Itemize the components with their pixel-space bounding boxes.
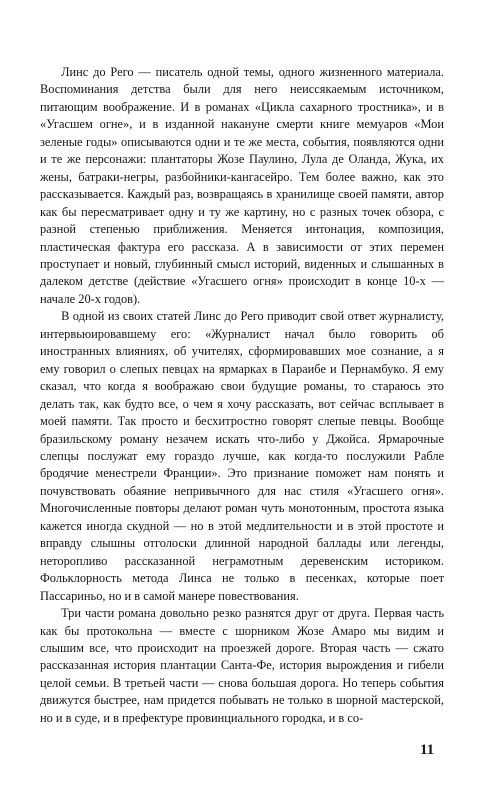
page-number: 11 (420, 742, 435, 758)
paragraph: Линс до Рего — писатель одной темы, одного жизненного материала. Воспоминания детства были для него неиссякаемым источником, питающим воображение. И в романах «Цикла сахарного тростника», и в «Угасшем огне», и в изданной накануне смерти книге мемуаров «Мои зеленые годы» описываются одни и те же места, события, появляются одни и те же персонажи: плантаторы Жозе Паулино, Лула де Оланда, Жука, их жены, батраки-негры, разбойники-кангасейро. Тем более важно, как это рассказывается. Каждый раз, возвращаясь в хранилище своей памяти, автор как бы пересматривает одну и ту же картину, но с разных точек обзора, с разной степенью приближения. Меняется интонация, композиция, пластическая фактура его рассказа. А в зависимости от этих перемен проступает и новый, глубинный смысл историй, виденных и слышанных в далеком детстве (действие «Угасшего огня» происходит в конце 10-х — начале 20-х годов). (40, 65, 444, 306)
paragraph: Три части романа довольно резко разнятся друг от друга. Первая часть как бы протокольна — вместе с шорником Жозе Амаро мы видим и слышим все, что происходит на проезжей дороге. Вторая часть — сжато рассказанная история плантации Санта-Фе, история вырождения и гибели целой семьи. В третьей части — снова большая дорога. Но теперь события движутся быстрее, нам придется побывать не только в шорной мастерской, но и в суде, и в префектуре провинциального городка, и в со- (40, 606, 444, 725)
paragraph: В одной из своих статей Линс до Рего приводит свой ответ журналисту, интервьюировавшему его: «Журналист начал было говорить об иностранных влияниях, об учителях, сформировавших мое сознание, а я ему говорил о слепых певцах на ярмарках в Параибе и Пернамбуко. Я ему сказал, что когда я воображаю свои будущие романы, то стараюсь это делать так, как будто все, о чем я хочу рассказать, вот сейчас всплывает в моей памяти. Так просто и бесхитростно говорят слепые певцы. Вообще бразильскому роману незачем искать что-либо у Джойса. Ярмарочные слепцы послужат ему гораздо лучше, как когда-то послужили Рабле бродячие менестрели Франции». Это признание поможет нам понять и почувствовать обаяние непривычного для нас стиля «Угасшего огня». Многочисленные повторы делают роман чуть монотонным, простота языка кажется иногда скудной — но в этой медлительности и в этой простоте и вправду слышны отголоски длинной народной баллады или легенды, неторопливо рассказанной неграмотным деревенским историком. Фольклорность метода Линса не только в песенках, которые поет Пассариньо, но и в самой манере повествования. (40, 309, 444, 603)
page-text-body (40, 64, 444, 727)
